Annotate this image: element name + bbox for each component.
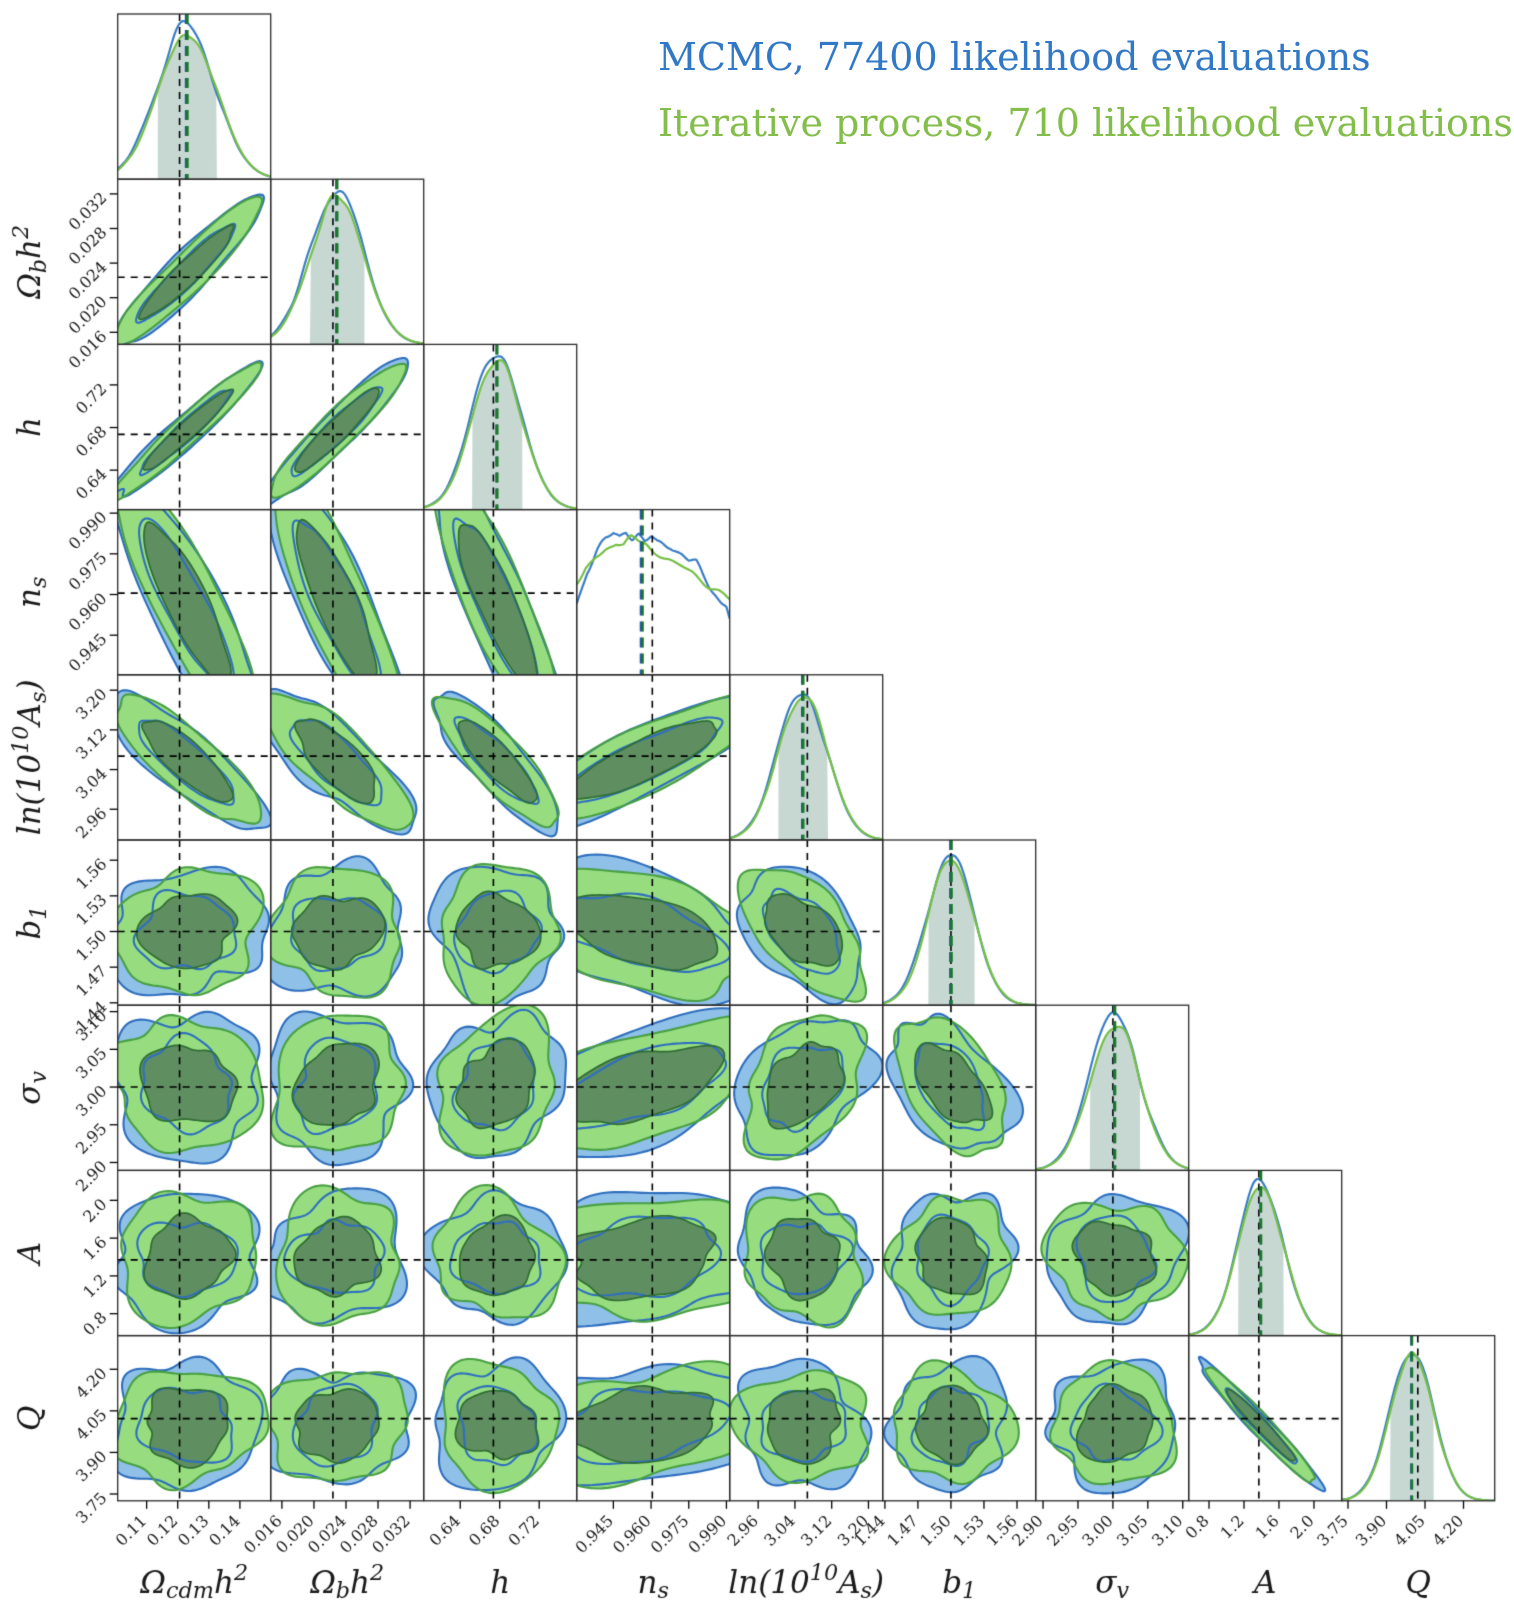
legend-label-iterative: Iterative process, 710 likelihood evaluations <box>658 101 1513 145</box>
legend-label-mcmc: MCMC, 77400 likelihood evaluations <box>658 35 1371 79</box>
legend-item-iterative <box>658 90 1513 156</box>
plot-legend <box>658 24 1513 156</box>
legend-item-mcmc <box>658 24 1513 90</box>
